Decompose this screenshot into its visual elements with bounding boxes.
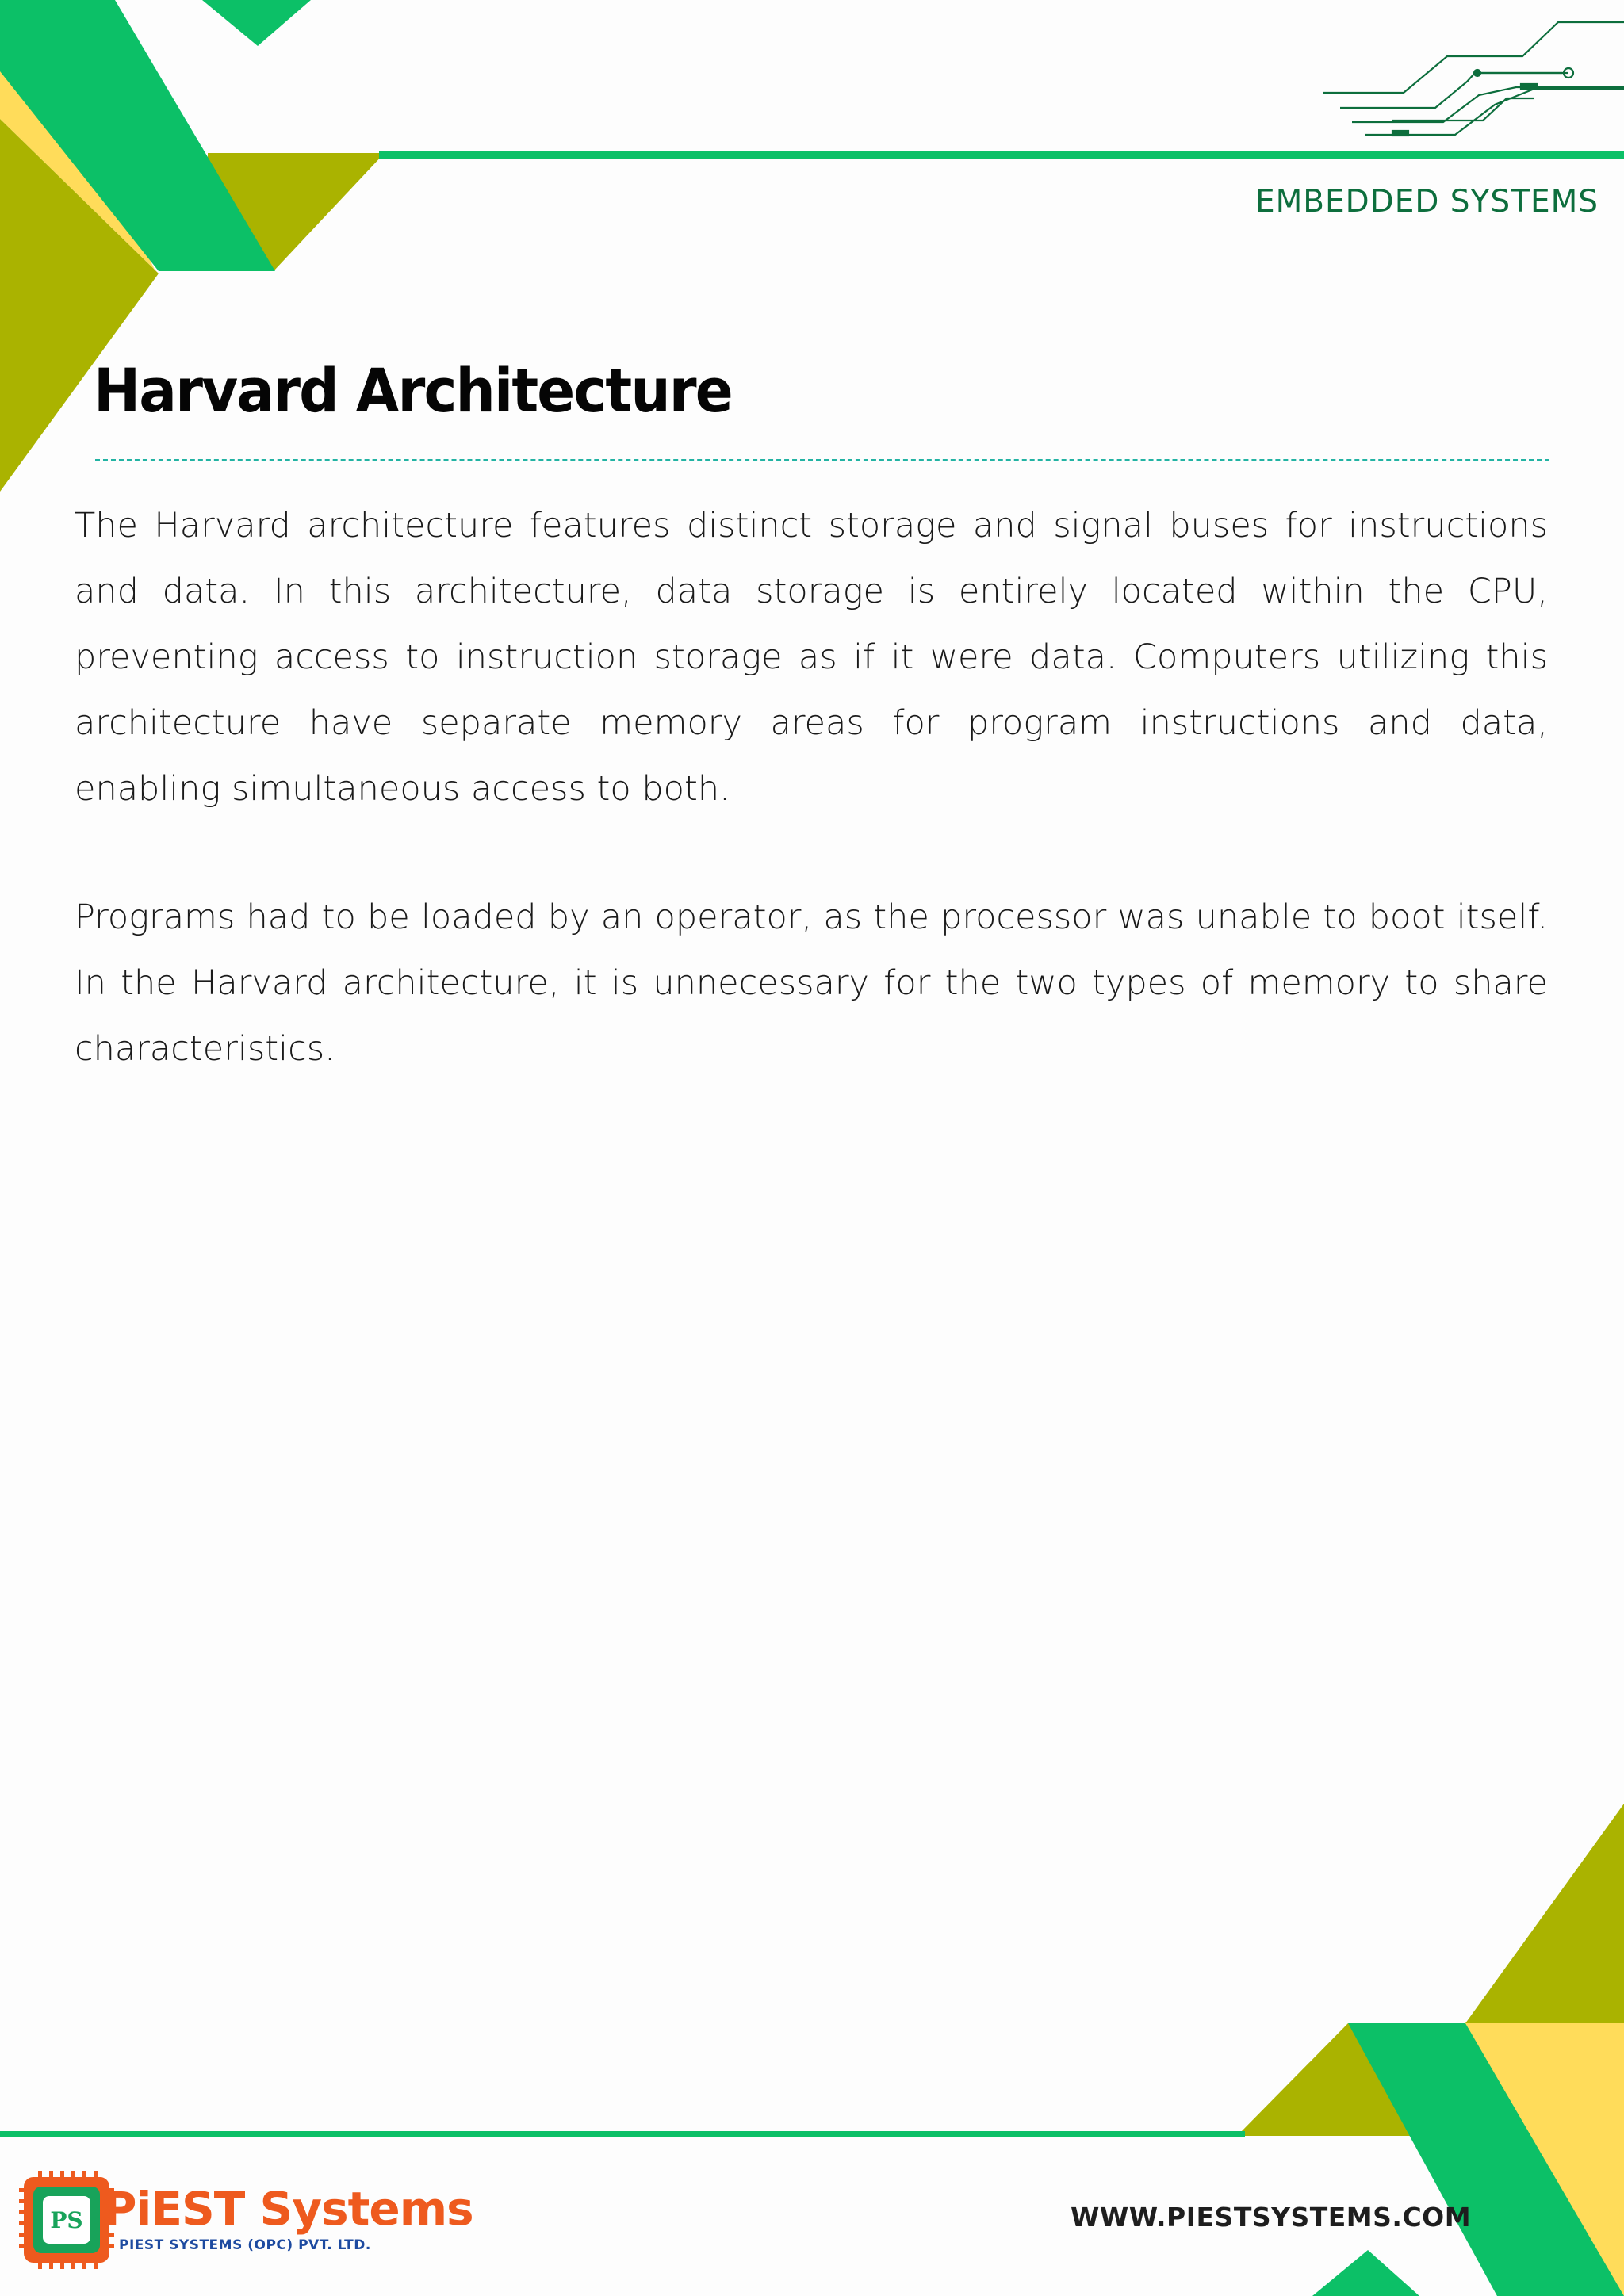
title-divider — [95, 459, 1549, 461]
section-label: EMBEDDED SYSTEMS — [1254, 184, 1599, 220]
circuit-lines-decoration — [1323, 22, 1624, 136]
chip-icon — [19, 2171, 114, 2269]
logo-mark-text: PS — [50, 2207, 83, 2233]
website-link[interactable]: WWW.PIESTSYSTEMS.COM — [1071, 2202, 1472, 2233]
logo-subtitle: PIEST SYSTEMS (OPC) PVT. LTD. — [119, 2237, 371, 2253]
body-paragraph-2: Programs had to be loaded by an operator, as the processor was unable to boot itself. In the Harvard architecture, it is unnecessary for the two types of memory to share characteristics. — [75, 897, 1548, 1069]
footer-divider — [0, 2131, 1245, 2137]
logo-name: PiEST Systems — [103, 2182, 473, 2236]
body-paragraph-1: The Harvard architecture features distinct storage and signal buses for instructions and data. In this architecture, data storage is entirely located within the CPU, preventing access to instruction storage as if it were data. Computers utilizing this architecture have separate memory areas for program instructions and data, enabling simultaneous access to both. — [75, 506, 1548, 809]
page-title: Harvard Architecture — [94, 355, 732, 426]
